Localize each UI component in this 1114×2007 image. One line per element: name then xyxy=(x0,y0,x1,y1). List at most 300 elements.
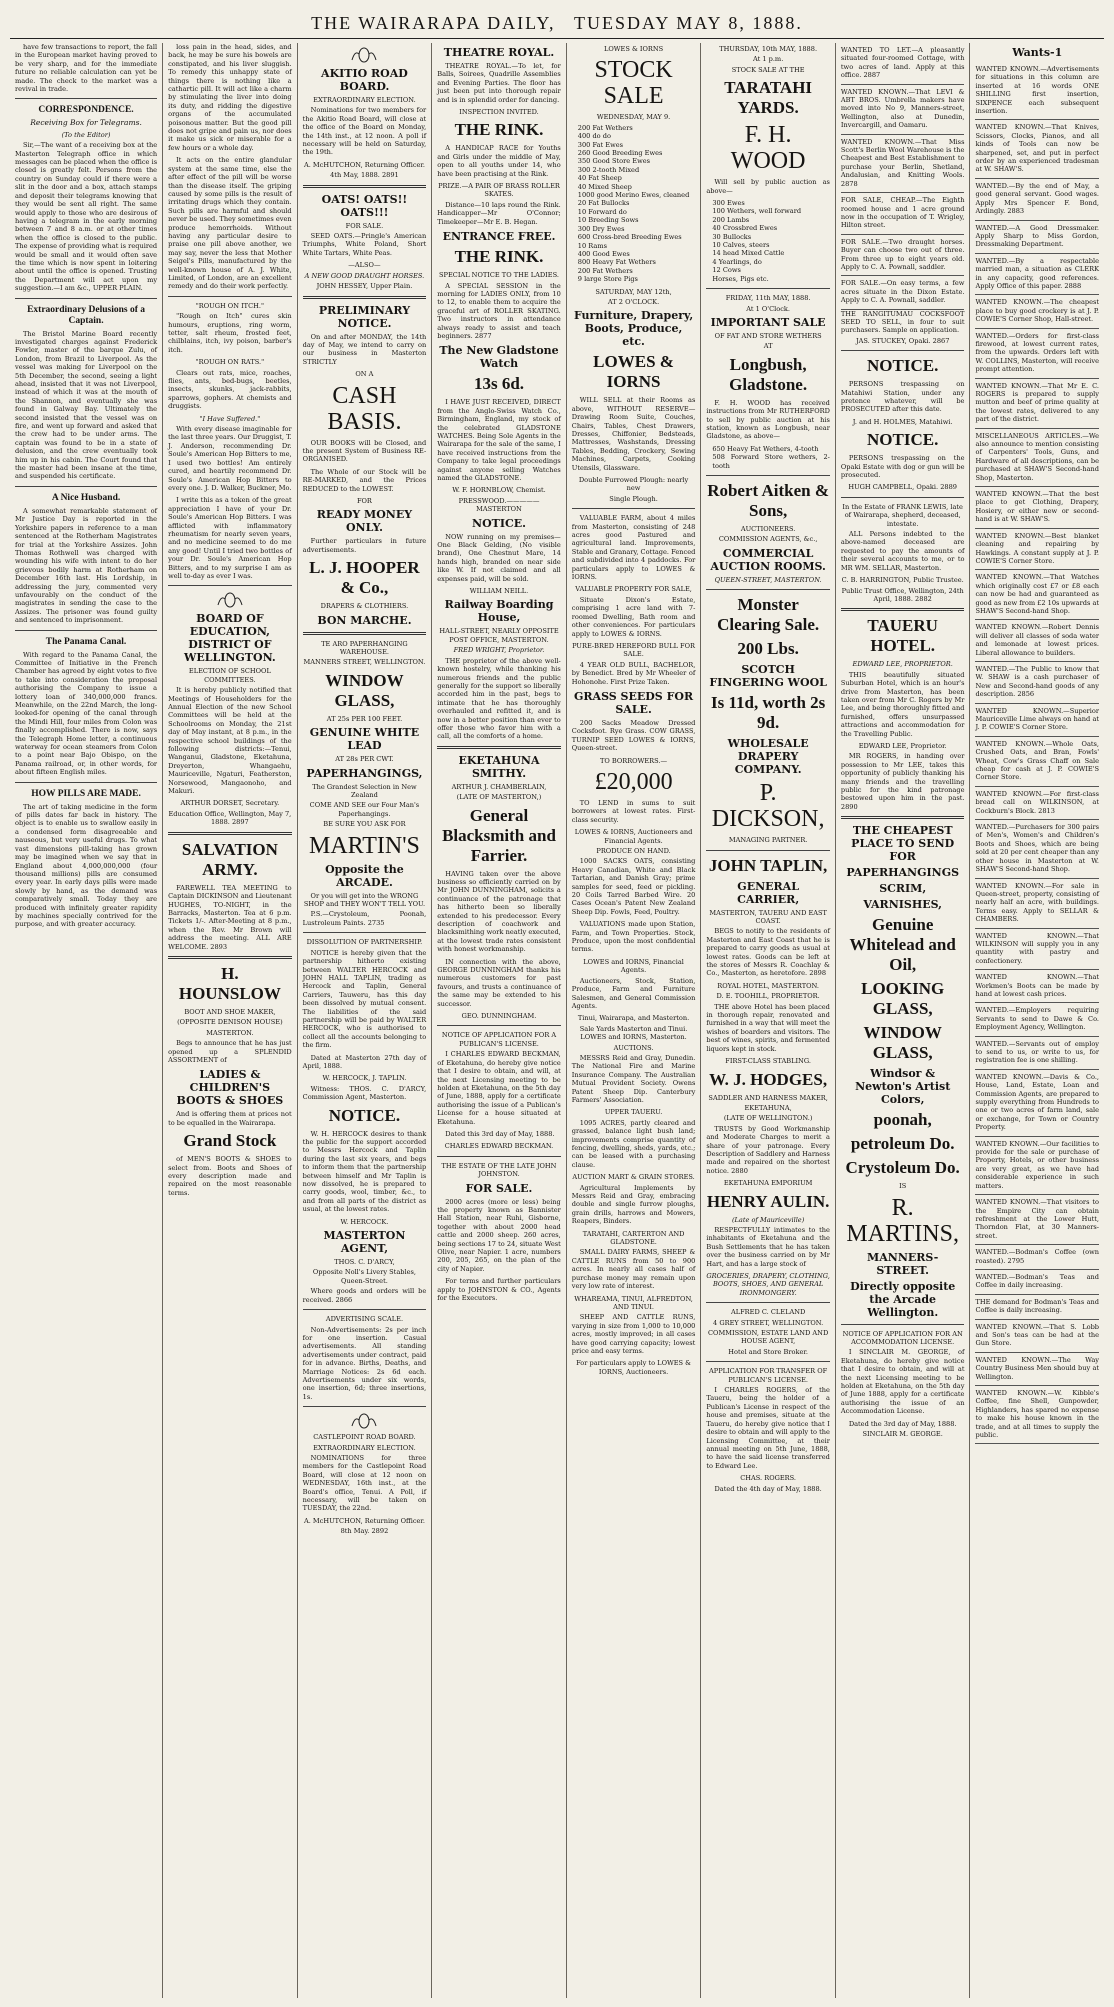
commercial: COMMERCIAL AUCTION ROOMS. xyxy=(710,546,826,573)
railway-body: THE proprietor of the above well-known hostelry, while thanking his numerous friends and the public generally for the support so liberally accorded him in the past, begs to intimate that he has thoroughly overhauled and refitted it, and is now in a better position than ever to offer those who favor him with a call, all the comforts of a home. xyxy=(437,656,561,741)
paperhanging-title: TE ARO PAPERHANGING WAREHOUSE. xyxy=(321,639,408,656)
paperhangings: PAPERHANGINGS xyxy=(846,866,960,880)
aulin-late: (Late of Mauriceville) xyxy=(731,1215,805,1224)
estate-title: In the Estate of FRANK LEWIS, late of Wairarapa, shepherd, deceased, intestate. xyxy=(842,502,963,528)
article-text: It acts on the entire glandular system at the same time, else the after effect of the pill will be worse than the disease itself. The griping caused by some pills is the result of irritating drugs which they contain. Such pills are harmful and should never be used. They sometimes even produce hemorrhoids. Without having any particular desire to praise one pill above another, we may say, never the less that Mother Seigel's Pills, manufactured by the well-known house of A. J. White, Limited, of London, are an excellent remedy and do their work perfectly. xyxy=(168,156,292,291)
dissolution-body: NOTICE is hereby given that the partnership hitherto existing between WALTER HERCOCK and JOHN HALL TAPLIN, trading as Hercock and Taplin, General Carriers, Tauweru, has this day been dissolved by mutual consent. The liabilities of the said partnership will be paid by WALTER HERCOCK, who is authorised to collect all the accounts belonging to the firm. xyxy=(302,948,427,1050)
app-body: I SINCLAIR M. GEORGE, of Eketahuna, do hereby give notice that I desire to obtain, and will at the next Licensing meeting to be holden at Eketahuna, on the 5th day of June 1888, apply for a certificate authorising the issue of an Accommodation License. xyxy=(840,1348,965,1416)
groceries: GROCERIES, DRAPERY, CLOTHING, BOOTS, SHOES, AND GENERAL IRONMONGERY. xyxy=(706,1272,830,1297)
lowes-body: WILL SELL at their Rooms as above, WITHOUT RESERVE—Drawing Room Suite, Couches, Chairs, Tables, Chest Drawers, Dresses, Chiffonier, Bedsteads, Mattresses, Washstands, Dressing Tables, Bedding, Crockery, Sewing Machines, Carpets, Cooking Utensils, Glassware. xyxy=(571,396,696,472)
whareama: WHAREAMA, TINUI, ALFREDTON, AND TINUI. xyxy=(574,1294,693,1311)
ad-text: I write this as a token of the great appreciation I have of your Dr. Soule's American Hop Bitters. I was afflicted with inflammatory rheumatism for nearly seven years, and no medicine seemed to do me any good! Until I tried two bottles of your Dr. Soule's American Hop Bitters, and to my surprise I am as well to-day as ever I was. xyxy=(168,496,292,580)
be-sure: BE SURE YOU ASK FOR xyxy=(323,820,406,829)
martins: MARTIN'S xyxy=(308,832,420,859)
aulin-body: RESPECTFULLY intimates to the inhabitants of Eketahuna and the Bush Settlements that he has taken over the business carried on by Mr Hart, and has a large stock of xyxy=(706,1225,830,1268)
queen-street: QUEEN-STREET, MASTERTON. xyxy=(714,575,822,584)
managing-partner: MANAGING PARTNER. xyxy=(728,836,808,845)
ad-heading: "ROUGH ON ITCH." xyxy=(195,301,265,310)
taplin-address: MASTERTON, TAUERU AND EAST COAST. xyxy=(709,908,827,925)
stock-item: 600 Cross-bred Breeding Ewes xyxy=(577,233,682,242)
property-body: Situate Dixon's Estate, comprising 1 acre land with 7-roomed Dwelling, Bath room and other conveniences. For particulars apply to LOWES & IORNS. xyxy=(571,595,696,638)
correspondence-heading: CORRESPONDENCE. xyxy=(38,105,134,116)
on-a: ON A xyxy=(355,370,374,379)
wood-notice: F. H. WOOD has received instructions from Mr RUTHERFORD to sell by public auction at his station, known as Longbush, near Gladstone, as above— xyxy=(706,398,830,441)
classified-sign: JAS. STUCKEY, Opaki. 2867 xyxy=(855,336,950,345)
estate-sign: C. B. HARRINGTON, Public Trustee. xyxy=(841,576,964,585)
notice-body: PERSONS trespassing on the Opaki Estate with dog or gun will be prosecuted. xyxy=(840,454,965,480)
wood-name: F. H. WOOD xyxy=(730,122,806,175)
masthead-title: THE WAIRARAPA DAILY, xyxy=(311,13,556,33)
gladstone-sign: W. F. HORNBLOW, Chemist. xyxy=(452,486,546,495)
stock-item: 40 Fat Sheep xyxy=(577,174,622,183)
valuations: VALUATIONS made upon Station, Farm, and Town Properties. Stock, Produce, upon the most confidential terms. xyxy=(571,920,696,954)
classified-ad: WANTED KNOWN.—That the best place to get Clothing, Drapery, Hosiery, or either new or second-hand is at W. SHAW'S. xyxy=(975,487,1099,529)
story-body: The Bristol Marine Board recently investigated charges against Frederick Fowler, master of the barque Zulu, of London, from Brazil to Liverpool. As the vessel was making for Liverpool on the 5th December, the second, seeing a light ahead, insisted that it was not Liverpool, instead of which it was at the mouth of the Shannon, and eventually she was found in Galway Bay. Ultimately the second insisted that the vessel was on fire, and went up forward and asked that the crew had to be under arms. The captain was found to be in a state of delusion, and the crew eventually took him up in his cabin. The Court found that the master had been insane at the time, and suspended his certificate. xyxy=(15,329,158,481)
classified-ad: FOR SALE.—On easy terms, a few acres situate in the Dixon Estate. Apply to C. A. Pownall, saddler. xyxy=(841,276,965,309)
saturday-time: AT 2 O'CLOCK. xyxy=(607,297,660,306)
smith-title: General Blacksmith and Farrier. xyxy=(442,805,556,865)
smith-body: IN connection with the above, GEORGE DUNNINGHAM thanks his numerous customers for past favours, and trusts a continuance of the same may be extended to his successor. xyxy=(437,957,561,1008)
columns xyxy=(10,43,1104,1998)
white-lead: GENUINE WHITE LEAD xyxy=(309,726,420,753)
hodges-late: (LATE OF WELLINGTON.) xyxy=(723,1114,813,1123)
is: IS xyxy=(899,1182,907,1191)
classified-ad: WANTED.—Bodman's Coffee (own roasted). 2795 xyxy=(975,1245,1099,1270)
at-one: At 1 O'Clock. xyxy=(746,304,791,313)
wool-price: Is 11d, worth 2s 9d. xyxy=(710,693,826,733)
r-martins: R. MARTINS, xyxy=(846,1194,959,1247)
saddler: SADDLER AND HARNESS MAKER, xyxy=(708,1093,828,1102)
chamberlain-late: (LATE OF MASTERTON,) xyxy=(456,793,542,802)
stock-item: 4 Yearlings, do xyxy=(712,257,762,266)
classified-ad: WANTED KNOWN.—For sale in Queen-street, property, consisting of nearly half an acre, with buildings. Terms easy. Apply to SELLAR & CHAMBERS. xyxy=(975,879,1099,929)
at: AT xyxy=(763,342,773,351)
story-body: With regard to the Panama Canal, the Committee of Initiative in the French Chamber has agreed by eight votes to five to take into consideration the proposal authorising the Company to issue a lottery loan of 340,000,000 francs. Meanwhile, on the 22nd March, the long-looked-for opening of the canal through the Mindi Hill, four miles from Colon was finally accomplished. There is now, says the Telegraph Home letter, a continuous waterway for ocean steamers from Colon to a point near Bajo Obispo, on the Panama railroad, or, in other words, for about fifteen English miles. xyxy=(15,650,158,777)
railway-title: Railway Boarding House, xyxy=(444,598,554,625)
cash-body: OUR BOOKS will be Closed, and the present System of Business RE-ORGANISED. xyxy=(302,438,427,464)
wood-body: Will sell by public auction as above— xyxy=(706,178,830,195)
railway-address: HALL-STREET, NEARLY OPPOSITE POST OFFICE, MASTERTON. xyxy=(439,627,559,644)
transfer-title: APPLICATION FOR TRANSFER OF PUBLICAN'S LICENSE. xyxy=(709,1367,828,1384)
classified-ad: WANTED.—The Public to know that W. SHAW is a cash purchaser of New and Second-hand goods of any description. 2856 xyxy=(975,662,1099,704)
strayed-sign: WILLIAM NEILL. xyxy=(469,587,529,596)
strayed-body: NOW running on my premises—One Black Gelding, (No visible brand), One Chestnut Mare, 14 hands high, branded on near side like W. If not claimed and all expenses paid, will be sold. xyxy=(437,532,561,583)
stock-item: 10 Breeding Sows xyxy=(577,216,639,225)
story-title: Extraordinary Delusions of a Captain. xyxy=(27,304,146,326)
loan-sign: LOWES & IORNS, Auctioneers and Financial Agents. xyxy=(574,828,693,845)
cash-basis: CASH BASIS. xyxy=(327,382,402,435)
apply: For particulars apply to LOWES & IORNS, Auctioneers. xyxy=(576,1359,692,1376)
lee-sign: EDWARD LEE, Proprietor. xyxy=(858,741,947,750)
classified-ad: WANTED.—Servants out of employ to send to us, or write to us, for registration fee is one shilling. xyxy=(975,1037,1099,1070)
looking-glass: LOOKING GLASS, xyxy=(861,979,945,1019)
borrowers: TO BORROWERS.— xyxy=(599,756,668,765)
wood-list xyxy=(712,199,830,283)
stock-item: 200 Fat Wethers xyxy=(577,123,633,132)
auctions: AUCTIONS. xyxy=(613,1043,654,1052)
lowes-big: LOWES & IORNS xyxy=(593,352,674,392)
ready-money: READY MONEY ONLY. xyxy=(316,508,413,535)
lowes-top: LOWES & IORNS xyxy=(603,45,664,53)
hounslow-trade: BOOT AND SHOE MAKER, xyxy=(184,1007,276,1016)
notice-title: NOTICE. xyxy=(472,516,526,530)
stock-item: 508 Forward Store wethers, 2-tooth xyxy=(712,453,830,470)
for: FOR xyxy=(356,496,372,505)
ad-text: "Rough on Itch" cures skin humours, eruptions, ring worm, tetter, salt rheum, frosted feet, chilblains, itch, ivy poison, barber's itch. xyxy=(168,312,292,354)
stock-item: 12 Cows xyxy=(712,266,741,275)
notice-title: BOARD OF EDUCATION, DISTRICT OF WELLINGTON. xyxy=(184,612,276,665)
gladstone-price: 13s 6d. xyxy=(473,374,525,394)
stock-item: 30 Bullocks xyxy=(712,232,752,241)
akitio-body: Nominations for two members for the Akitio Road Board, will close at the office of the Board on Monday, the 14th inst., at 12 noon. A poll if necessary will be held on Saturday, the 19th. xyxy=(302,106,427,157)
aitken: Robert Aitken & Sons, xyxy=(707,480,830,520)
coat-of-arms-icon xyxy=(349,46,379,64)
story-title: The Panama Canal. xyxy=(45,636,127,647)
classified-ad: WANTED KNOWN.—That visitors to the Empire City can obtain refreshment at the Lower Hutt, Thorndon Flat, at 30 Manners-street. xyxy=(975,1195,1099,1245)
classified-ad: WANTED.—A Good Dressmaker. Apply Sharp to Miss Gordon, Dressmaking Department. xyxy=(975,221,1099,254)
classified-ad: WANTED KNOWN.—That Watches which originally cost £7 or £8 each can now be had and guaranteed as good as new from £2 10s upwards at SHAW'S Second-hand Shop. xyxy=(975,570,1099,620)
app-sign: SINCLAIR M. GEORGE. xyxy=(862,1430,943,1439)
right-one: Or you will get into the WRONG SHOP and THEY WON'T TELL YOU. xyxy=(303,891,426,909)
stock-item: 1000 good Merino Ewes, cleaned xyxy=(577,191,690,200)
longbush: Longbush, Gladstone. xyxy=(729,354,808,394)
ps: P.S.—Crystoleum, Poonah, Lustroleum Paints. 2735 xyxy=(302,910,427,927)
wants-list xyxy=(975,62,1099,1444)
classified-ad: WANTED KNOWN.—Our facilities to provide for the sale or purchase of Property, Hotels, or other business are very great, as we have had considerable experience in such matters. xyxy=(975,1137,1099,1195)
taueru-hotel: TAUERU HOTEL. xyxy=(867,616,938,656)
thursday: THURSDAY, 10th MAY, 1888. xyxy=(719,45,818,53)
oats-body: SEED OATS.—Pringle's American Triumphs, White Poland, Short White Tartars, White Peas. xyxy=(302,232,427,257)
paperhangings: PAPERHANGINGS, xyxy=(306,766,423,780)
cleland-name: ALFRED C. CLELAND xyxy=(730,1308,806,1317)
taplin-body: BEGS to notify to the residents of Masterton and East Coast that he is prepared to carry goods as usual at lowest rates. Goods can be left at the stores of Messrs R. Coachlay & Co., Masterton, as heretofore. 2898 xyxy=(706,927,830,978)
classified-ad: WANTED.—Purchasers for 300 pairs of Men's, Women's and Children's Boots and Shoes, which are being sold at 20 per cent cheaper than any other house in Masterton at W. SHAW'S Second-hand Shop. xyxy=(975,820,1099,878)
classified-ad: WANTED KNOWN.—Advertisements for situations in this column are inserted at 16 words ONE SHILLING first insertion, SIXPENCE each subsequent insertion. xyxy=(975,62,1099,120)
stock-item: 10 Forward do xyxy=(577,207,627,216)
bon-marche: BON MARCHE. xyxy=(317,613,412,627)
akitio-sign: A. McHUTCHON, Returning Officer. xyxy=(303,160,425,169)
column-8 xyxy=(970,43,1104,1998)
classified-ad: WANTED KNOWN.—The Way Country Business Men should buy at Wellington. xyxy=(975,1353,1099,1386)
also: —ALSO— xyxy=(348,261,381,270)
estate-body: 2000 acres (more or less) being the property known as Bannister Hall Station, near Ruhi, Gisborne, together with about 2000 head cattle and 2000 sheep. 260 acres, being sections 17 to 24, situate West Olive, near Napier. 1 acre, numbers 200, 205, 265, on the plan of the city of Napier. xyxy=(437,1197,561,1273)
stock-item: 300 Ewes xyxy=(712,199,745,208)
hessey: JOHN HESSEY, Upper Plain. xyxy=(316,282,413,291)
classified-ad: WANTED KNOWN.—The cheapest place to buy good crockery is at J. P. COWIE'S Corner Shop, Hall-street. xyxy=(975,295,1099,328)
hotel-body: THE above Hotel has been placed in thorough repair, renovated and furnished in a way that will meet the wishes of boarders and visitors. The best of wines, spirits, and fermented liquors kept in stock. xyxy=(706,1002,830,1053)
loan-amount: £20,000 xyxy=(594,768,673,795)
classified-ad: WANTED KNOWN.—Whole Oats, Crushed Oats, and Bran, Fowls' Wheat, Cow's Grass Chaff on Sale cheap for cash at J. P. COWIE'S Corner Store. xyxy=(975,737,1099,787)
hotel-proprietor: D. E. TOOHILL, PROPRIETOR. xyxy=(716,992,820,1001)
letter-title: Receiving Box for Telegrams. xyxy=(30,118,142,128)
scrim: SCRIM, xyxy=(879,882,927,896)
manners-street: MANNERS STREET, WELLINGTON. xyxy=(303,658,426,667)
seeds-body: 200 Sacks Meadow Dressed Cocksfoot. Rye Grass. COW GRASS, TURNIP SEED LOWES & IORNS, Queen-street. xyxy=(571,718,696,753)
farm: VALUABLE FARM, about 4 miles from Masterton, consisting of 248 acres good Pastured and agricultural land. Improvements, Stable and Granary, Cottage. Fenced and subdivided into 4 paddocks. For particulars apply to LOWES & IORNS. xyxy=(571,514,696,582)
hodges-name: W. J. HODGES, xyxy=(709,1069,828,1089)
emporium: EKETAHUNA EMPORIUM xyxy=(723,1179,813,1188)
classified-ad: WANTED KNOWN.—That S. Lobb and Son's teas can be had at the Gun Store. xyxy=(975,1320,1099,1353)
column-1 xyxy=(10,43,163,1998)
hounslow-body: Begs to announce that he has just opened up a SPLENDID ASSORTMENT of xyxy=(168,1039,292,1064)
stock-body: The Whole of our Stock will be RE-MARKED, and the Prices REDUCED to the LOWEST. xyxy=(302,467,427,493)
stock-sale: STOCK SALE AT THE xyxy=(731,65,805,74)
classified-ad: THE demand for Bodman's Teas and Coffee is daily increasing. xyxy=(975,1295,1099,1320)
friday: FRIDAY, 11th MAY, 1888. xyxy=(725,294,811,303)
entrance-free: ENTRANCE FREE. xyxy=(442,230,556,244)
classified-ad: WANTED KNOWN.—Best blanket cleaning and repairing by Hawkings. A constant supply at J. P. COWIE'S Corner Store. xyxy=(975,529,1099,571)
stock-item: 10 Calves, steers xyxy=(712,241,770,250)
lee-proprietor: EDWARD LEE, PROPRIETOR. xyxy=(852,660,953,669)
grand-stock: Grand Stock xyxy=(183,1131,277,1151)
prelim-title: PRELIMINARY NOTICE. xyxy=(318,303,411,330)
classified-ad: WANTED KNOWN.—Davis & Co., House, Land, Estate, Loan and Commission Agents, are prepared to supply everything from Hundreds to one or two acres of farm land, sale or exchange, for Town or Country Property. xyxy=(975,1070,1099,1137)
dissolution-sign: W. HERCOCK, J. TAPLIN. xyxy=(322,1074,407,1083)
hounslow-body: And is offering them at prices not to be equalled in the Wairarapa. xyxy=(168,1110,292,1127)
masthead xyxy=(10,8,1104,39)
notice-subtitle: ELECTION OF SCHOOL COMMITTEES. xyxy=(188,667,271,684)
wholesale: WHOLESALE DRAPERY COMPANY. xyxy=(727,737,809,777)
stock-item: 300 2-tooth Mixed xyxy=(577,165,640,174)
plough: Single Plough. xyxy=(609,494,658,503)
castle-sub: EXTRAORDINARY ELECTION. xyxy=(313,1443,416,1452)
poonah: poonah, xyxy=(873,1110,932,1130)
produce-body: 1000 SACKS OATS, consisting Heavy Canadian, White and Black Tartarian, and Danish Gray; prime samples for seed, feed or pickling. 20 Coils Tarred Barbed Wire. 20 Cases Ocean's Patent New Zealand Sheep Dip. Fowls, Feed, Poultry. xyxy=(571,857,696,916)
sale-yards: Sale Yards Masterton and Tinui. LOWES and IORNS, Masterton. xyxy=(579,1024,688,1042)
varnishes: VARNISHES, xyxy=(863,898,943,912)
dissolution-date: Dated at Masterton 27th day of April, 1888. xyxy=(302,1053,427,1070)
loan-body: TO LEND in sums to suit borrowers at lowest rates. First-class security. xyxy=(571,798,696,824)
gladstone-body: I HAVE JUST RECEIVED, DIRECT from the Anglo-Swiss Watch Co., Birmingham, England, my stock of the celebrated GLADSTONE WATCHES. Being Sole Agents in the Wairarapa for the sale of the same, I have received instructions from the Company to take legal proceedings against anyone selling Watches named the GLADSTONE. xyxy=(437,398,561,482)
commission: COMMISSION AGENTS, &c., xyxy=(718,535,818,544)
smithy-title: EKETAHUNA SMITHY. xyxy=(458,753,540,780)
petroleum: petroleum Do. xyxy=(850,1134,955,1154)
drapers: DRAPERS & CLOTHIERS. xyxy=(320,602,409,611)
classified-ad: WANTED.—Orders for first-class firewood, at lowest current rates, from the upwards. Orders left with W. COLLINS, Masterton, will receive prompt attention. xyxy=(975,329,1099,379)
rink-title: THE RINK. xyxy=(454,120,544,140)
column-7 xyxy=(836,43,971,1998)
auction-mart: AUCTION MART & GRAIN STORES. xyxy=(572,1173,695,1182)
notice-title: NOTICE. xyxy=(867,430,939,450)
stock-item: 300 Dry Ewes xyxy=(577,224,625,233)
classified-ad: WANTED KNOWN.—That Mr E. C. ROGERS is prepared to supply mutton and beef of prime quality at the lowest rates, delivered to any part of the district. xyxy=(975,379,1099,429)
coat-of-arms-icon xyxy=(349,1412,379,1430)
gladstone-title: The New Gladstone Watch xyxy=(439,344,559,371)
chamberlain: ARTHUR J. CHAMBERLAIN, xyxy=(451,782,547,791)
paper-sub: The Grandest Selection in New Zealand xyxy=(312,782,417,800)
taplin-name: JOHN TAPLIN, xyxy=(708,855,828,875)
monster-sale: Monster Clearing Sale. xyxy=(717,595,820,635)
classified-ad: WANTED KNOWN.—Robert Dennis will deliver all classes of soda water and lemonade at lowest prices. Liberal allowance to builders. xyxy=(975,620,1099,662)
inspection: INSPECTION INVITED. xyxy=(459,108,539,117)
rink-prize: PRIZE.—A PAIR OF BRASS ROLLER SKATES. xyxy=(438,182,560,199)
plough: Double Furrowed Plough: nearly new xyxy=(578,476,689,493)
classified-ad: WANTED KNOWN.—Superior Mauriceville Lime always on hand at J. P. COWIE'S Corner Store. xyxy=(975,704,1099,737)
lowes-financial: LOWES and IORNS, Financial Agents. xyxy=(583,957,684,975)
stock-item: 400 Good Ewes xyxy=(577,249,630,258)
column-5 xyxy=(567,43,702,1998)
special-body: A SPECIAL SESSION in the morning for LADIES ONLY, from 10 to 12, to enable them to acquire the graceful art of ROLLER SKATING. Two instructors in attendance always ready to assist and teach beginners. 2877 xyxy=(437,281,561,340)
stock-item: 14 head Mixed Cattle xyxy=(712,249,785,258)
dickson: P. DICKSON, xyxy=(711,780,825,833)
stock-item: 400 do do xyxy=(577,132,611,141)
directly-opposite: Directly opposite the Arcade Wellington. xyxy=(850,1279,956,1319)
agent-address: Opposite Noll's Livery Stables, Queen-Street. xyxy=(312,1268,416,1285)
classified-ad: WANTED.—Bodman's Teas and Coffee in daily increasing. xyxy=(975,1270,1099,1295)
letter-to: (To the Editor) xyxy=(61,130,111,139)
cleland-body: Hotel and Store Broker. xyxy=(728,1347,808,1356)
salvation-title: SALVATION ARMY. xyxy=(181,839,278,879)
estate-date: Public Trust Office, Wellington, 24th April, 1888. 2882 xyxy=(841,586,964,603)
seeds-title: GRASS SEEDS FOR SALE. xyxy=(574,689,694,716)
castle-sign: A. McHUTCHON, Returning Officer. xyxy=(303,1516,425,1525)
classified-ad: WANTED TO LET.—A pleasantly situated four-roomed Cottage, with two acres of land. Apply at this office. 2887 xyxy=(841,43,965,85)
witness: Witness: THOS. C. D'ARCY, Commission Agent, Masterton. xyxy=(302,1084,427,1102)
stock-item: 40 Mixed Sheep xyxy=(577,182,632,191)
whareama-body: SHEEP AND CATTLE RUNS, varying in size from 1,000 to 10,000 acres, mostly improved; in all cases have good carrying capacity; lowest price and easy terms. xyxy=(571,1313,696,1355)
of-fat: OF FAT AND STORE WETHERS xyxy=(714,331,822,340)
license-sign: CHARLES EDWARD BECKMAN. xyxy=(444,1142,554,1151)
transfer-sign: CHAS. ROGERS. xyxy=(740,1474,797,1483)
wood-list xyxy=(712,445,830,470)
upper-tauru: UPPER TAUERU. xyxy=(604,1108,663,1117)
notice-sign: W. HERCOCK. xyxy=(340,1217,389,1226)
notice-sign: J. and H. HOLMES, Matahiwi. xyxy=(852,417,953,426)
window-price: AT 25s PER 100 FEET. xyxy=(326,714,403,723)
winsor-newton: Windsor & Newton's Artist Colors, xyxy=(855,1067,951,1107)
stock-item: 350 Good Store Ewes xyxy=(577,157,651,166)
classified-ad: WANTED.—Employers requiring Servants to send to Dawe & Co. Employment Agency, Wellington. xyxy=(975,1003,1099,1036)
story-title: A Nice Husband. xyxy=(51,492,121,503)
adv-scale: ADVERTISING SCALE. xyxy=(325,1315,404,1324)
prelim-body: On and after MONDAY, the 14th day of May, we intend to carry on our business in Masterton STRICTLY xyxy=(302,332,427,366)
pressroom: PRESSWOOD.—————MASTERTON xyxy=(458,496,540,514)
classified-ad: WANTED KNOWN.—That Knives, Scissors, Clocks, Pianos, and all kinds of Tools can now be sharpened, set, and put in perfect order by an experienced tradesman at W. SHAW'S. xyxy=(975,120,1099,178)
saturday: SATURDAY, MAY 12th, xyxy=(595,287,672,296)
castle-title: CASTLEPOINT ROAD BOARD. xyxy=(313,1433,416,1442)
property-title: VALUABLE PROPERTY FOR SALE, xyxy=(575,585,692,594)
wants-heading: Wants-1 xyxy=(1012,46,1063,59)
hounslow-title: H. HOUNSLOW xyxy=(178,963,281,1003)
rogers-body: MR ROGERS, in handing over possession to Mr LEE, takes this opportunity of publicly thanking his many friends and the travelling public for the kind patronage bestowed upon him in the past. 2890 xyxy=(840,752,965,811)
stock-item: Horses, Pigs etc. xyxy=(712,274,769,283)
bull-title: PURE-BRED HEREFORD BULL FOR SALE. xyxy=(572,641,695,659)
ad-heading: "I Have Suffered." xyxy=(199,414,261,423)
transfer-date: Dated the 4th day of May, 1888. xyxy=(714,1484,822,1493)
classified-ad: WANTED KNOWN.—For first-class bread call on WILKINSON, at Cockburn's Block. 2813 xyxy=(975,787,1099,820)
ad-text: Clears out rats, mice, roaches, flies, ants, bed-bugs, beetles, insects, skunks, jack-rabbits, sparrows, gophers. At chemists and druggists. xyxy=(168,368,292,411)
hooper-title: L. J. HOOPER & Co., xyxy=(309,558,420,598)
at-time: At 1 p.m. xyxy=(752,55,784,64)
eketahuna: EKETAHUNA, xyxy=(744,1103,792,1112)
white-lead-price: AT 28s PER CWT. xyxy=(335,755,394,764)
coat-of-arms-icon xyxy=(215,591,245,609)
window-glass: WINDOW GLASS, xyxy=(863,1023,942,1063)
stock-item: 200 Lambs xyxy=(712,215,750,224)
special-notice: SPECIAL NOTICE TO THE LADIES. xyxy=(439,271,559,280)
stock-item: 20 Fat Bullocks xyxy=(577,199,630,208)
akitio-title: AKITIO ROAD BOARD. xyxy=(321,67,408,93)
cheapest: THE CHEAPEST PLACE TO SEND FOR xyxy=(851,824,955,864)
smith-body: HAVING taken over the above business so efficiently carried on by Mr JOHN DUNNINGHAM, solicits a continuance of the patronage that has hitherto been so liberally extended to his predecessor. Every description of coachwork and blacksmithing work neatly executed, at the lowest trade rates consistent with honest workmanship. xyxy=(437,869,561,954)
manners-street: MANNERS-STREET. xyxy=(867,1250,939,1277)
estate-title: THE ESTATE OF THE LATE JOHN JOHNSTON. xyxy=(441,1161,557,1179)
oats-title: OATS! OATS!! OATS!!! xyxy=(321,192,408,219)
akitio-sub: EXTRAORDINARY ELECTION. xyxy=(313,96,416,104)
classified-ad: THE RANGITUMAU COCKSFOOT SEED TO SELL, in four to suit purchasers. Sample on application. xyxy=(840,309,965,335)
hounslow-town: MASTERTON. xyxy=(206,1028,254,1037)
story-body: A somewhat remarkable statement of Mr Justice Day is reported in the Yorkshire papers in reference to a man sentenced at the Rotherham Magistrates for trial at the Yorkshire Assizes. John Thomas Rothwell was charged with wounding his wife with intent to do her grievous bodily harm at Rotherham on December 16th last. His Lordship, in addressing the jury, commented very unfavourably on the conduct of the magistrates in sending the case to the Assizes. The prisoner was found guilty and sentenced to imprisonment. xyxy=(15,506,158,625)
come-see: COME AND SEE our Four Man's Paperhangings. xyxy=(309,801,420,818)
notice-title: NOTICE. xyxy=(328,1105,401,1125)
notice-sign: ARTHUR DORSET, Secretary. xyxy=(180,799,280,808)
notice-title: NOTICE. xyxy=(867,356,939,376)
transfer-body: I CHARLES ROGERS, of the Taueru, being the holder of a Publican's License in respect of the house and premises, situate at the Taueru, do hereby give notice that I desire to obtain and will apply to the Licensing Committee, at their annual meeting on 5th June, 1888, to have the said license transferred to Edward Lee. xyxy=(706,1386,830,1470)
hotel-title: ROYAL HOTEL, MASTERTON. xyxy=(717,981,819,990)
notice-sign: HUGH CAMPBELL, Opaki. 2889 xyxy=(848,483,958,492)
column-3 xyxy=(298,43,433,1998)
classified-ad: WANTED KNOWN.—That Workmen's Boots can be made by hand at lowest cash prices. xyxy=(975,970,1099,1003)
stock-date: WEDNESDAY, MAY 9. xyxy=(596,113,671,122)
stock-sale: STOCK SALE xyxy=(594,57,673,110)
app-title: NOTICE OF APPLICATION FOR AN ACCOMMODATION LICENSE. xyxy=(842,1329,963,1347)
taueru-body: THIS beautifully situated Suburban Hotel, which is an hour's drive from Masterton, has been taken over from Mr C. Rogers by Mr Lee, and being thoroughly fitted and furnished, offers unsurpassed attractions and accommodation for the Travelling Public. xyxy=(840,670,965,738)
stock-item: 9 large Store Pigs xyxy=(577,275,638,284)
adv-body: Non-Advertisements: 2s per inch for one insertion. Casual advertisements. All standing advertisements under contract, paid for in advance. Births, Deaths, and Marriage Notices: 2s 6d each. Advertisements under six words, one insertion, 6d; three insertions, 1s. xyxy=(302,1325,427,1401)
railway-proprietor: FRED WRIGHT, Proprietor. xyxy=(453,646,545,655)
ad-heading: "ROUGH ON RATS." xyxy=(195,358,265,367)
agent-title: MASTERTON AGENT, xyxy=(323,1229,406,1256)
license-body: I CHARLES EDWARD BECKMAN, of Eketahuna, do hereby give notice that I desire to obtain, and will, at the next Licensing meeting to be holden at Eketahuna, on the 5th day of June, 1888, apply for a certificate authorising the issue of a Publican's License for a house situated at Eketahuna. xyxy=(437,1050,561,1126)
carrier: GENERAL CARRIER, xyxy=(737,879,800,906)
crystoleum: Crystoleum Do. xyxy=(845,1158,960,1178)
taratahi-yards: TARATAHI YARDS. xyxy=(724,78,813,118)
stock-item: 260 Good Breeding Ewes xyxy=(577,149,663,158)
classified-ad: FOR SALE.—Two draught horses. Buyer can choose two out of three. From three up to eight years old. Apply to C. A. Pownall, saddler. xyxy=(841,235,965,277)
article-text: loss pain in the head, sides, and back, he may be sure his bowels are constipated, and his liver sluggish. To remedy this unhappy state of things there is nothing like a cathartic pill. It will act like a charm by stimulating the liver into doing its duty, and ridding the digestive organs of the accumulated poisonous matter. But the good pill does not gripe and pain us, nor does it make us sick or miserable for a few hours or a whole day. xyxy=(168,43,292,152)
further: Further particulars in future advertisements. xyxy=(302,537,427,554)
stock-item: 10 Rams xyxy=(577,241,607,250)
classified-ad: WANTED KNOWN.—That Miss Scott's Berlin Wool Warehouse is the Cheapest and Best Establishment to purchase your Berlin, Shetland, Andalusian, and Knitting Wools. 2878 xyxy=(841,135,965,193)
opposite-arcade: Opposite the ARCADE. xyxy=(325,862,404,889)
stock-item: 650 Heavy Fat Wethers, 4-tooth xyxy=(712,444,819,453)
aulin-name: HENRY AULIN. xyxy=(706,1191,830,1211)
hounslow-address: (OPPOSITE DENISON HOUSE) xyxy=(177,1018,283,1027)
classified-ad: MISCELLANEOUS ARTICLES.—We also announce to mention consisting of Carpenters' Tools, Guns, and Hardware of all descriptions, can be purchased at SHAW'S Second-hand Shop, Masterton. xyxy=(975,429,1099,487)
theatre-body: THEATRE ROYAL.—To let, for Balls, Soirees, Quadrille Assemblies and Evening Parties. The floor has just been put into thorough repair and is in splendid order for dancing. xyxy=(437,62,561,104)
smith-sign: GEO. DUNNINGHAM. xyxy=(461,1012,537,1021)
notice-body: PERSONS trespassing on Matahiwi Station, under any pretence whatever, will be PROSECUTED after this date. xyxy=(840,380,965,414)
cleland-body: COMMISSION, ESTATE LAND AND HOUSE AGENT, xyxy=(708,1329,829,1346)
auctions-body: MESSRS Reid and Gray, Dunedin. The National Fire and Marine Insurance Company. The Australian Mutual Provident Society. Owens Patent Sheep Dip. Canterbury Farmers' Association. xyxy=(571,1053,696,1104)
notice-body: W. H. HERCOCK desires to thank the public for the support accorded to Messrs Hercock and Taplin during the last six years, and begs to inform them that the partnership between himself and Mr Taplin is now dissolved, he is prepared to carry goods, wool, timber, &c., to and from all parts of the district as usual, at the lowest rates. xyxy=(302,1129,427,1214)
classified-ad: WANTED.—By the end of May, a good general servant. Good wages. Apply Mrs Spencer F. Bond, Ardingly. 2883 xyxy=(975,179,1099,221)
agent-body: Where goods and orders will be received. 2866 xyxy=(302,1287,427,1304)
castle-date: 8th May. 2892 xyxy=(340,1527,389,1536)
salvation-body: FAREWELL TEA MEETING to Captain DICKINSON and Lieutenant HUGHES, TO-NIGHT, in the Barracks, Masterton. Tea at 6 p.m. Tickets 1/-. After-Meeting at 8 p.m., when the Rev. Mr Brown will address the meeting. ALL ARE WELCOME. 2893 xyxy=(168,883,292,951)
produce-title: PRODUCE ON HAND. xyxy=(596,847,671,855)
stabling: FIRST-CLASS STABLING. xyxy=(725,1057,811,1066)
lbs: 200 Lbs. xyxy=(737,639,799,659)
furniture: Furniture, Drapery, Boots, Produce, etc. xyxy=(573,309,694,349)
license-date: Dated this 3rd day of May, 1888. xyxy=(445,1129,555,1138)
for-sale: FOR SALE. xyxy=(465,1181,533,1195)
grand-body: of MEN'S BOOTS & SHOES to select from. Boots and Shoes of every description made and repaired on the most reasonable terms. xyxy=(168,1155,292,1197)
dissolution-title: DISSOLUTION OF PARTNERSHIP. xyxy=(306,938,423,947)
classified-ad: WANTED.—By a respectable married man, a situation as CLERK in any capacity, good references. Apply Office of this paper. 2888 xyxy=(975,254,1099,296)
taratahi: TARATAHI, CARTERTON AND GLADSTONE. xyxy=(582,1229,685,1247)
classified-ad: WANTED KNOWN.—That WILKINSON will supply you in any quantity with pastry and confectionery. xyxy=(975,929,1099,971)
